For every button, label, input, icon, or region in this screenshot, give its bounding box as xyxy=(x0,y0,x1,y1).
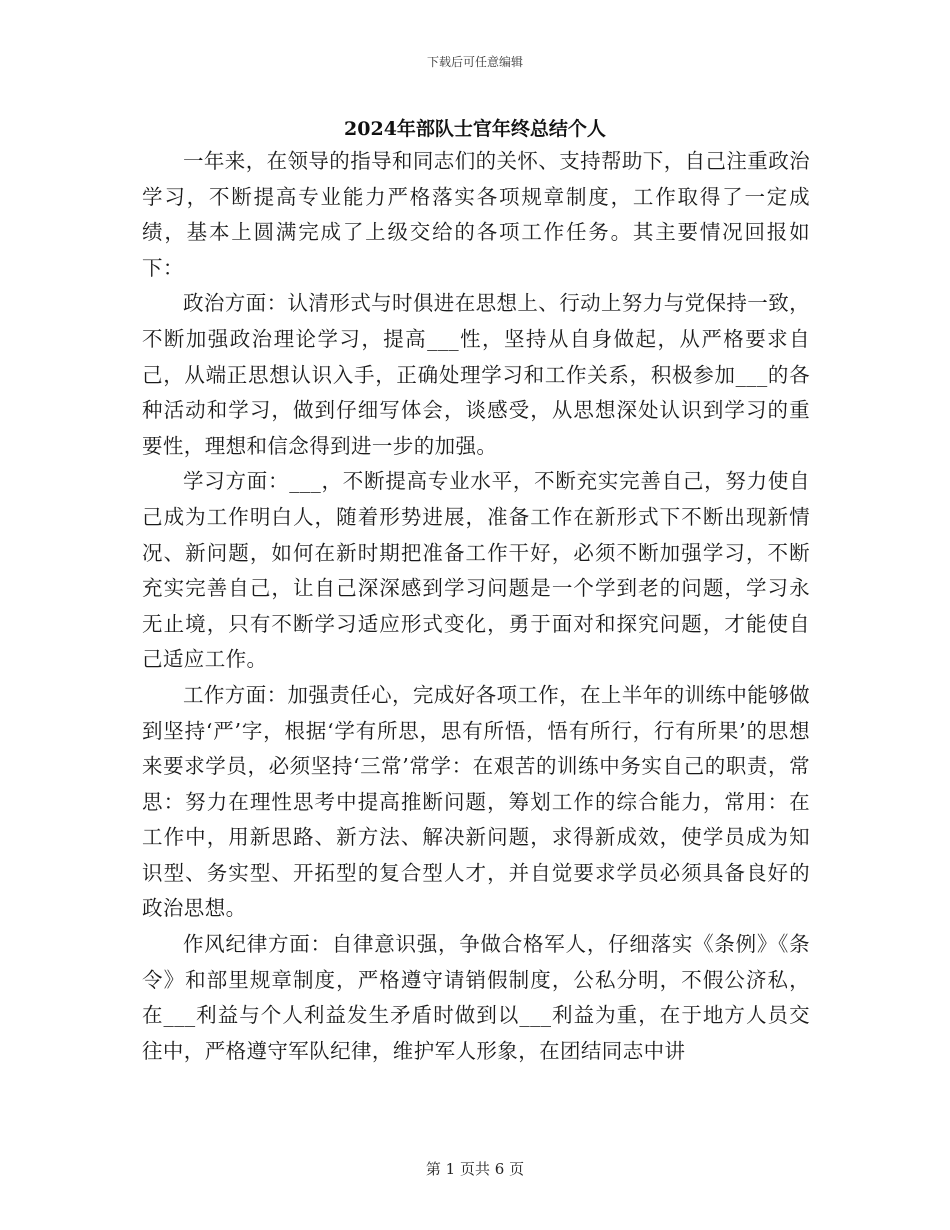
document-body xyxy=(142,144,810,1069)
paragraph-work: 工作方面：加强责任心，完成好各项工作，在上半年的训练中能够做到坚持‘严’字，根据‘学有所思，思有所悟，悟有所行，行有所果’的思想来要求学员，必须坚持‘三常’常学：在艰苦的训练中务实自己的职责，常思：努力在理性思考中提高推断问题，筹划工作的综合能力，常用：在工作中，用新思路、新方法、解决新问题，求得新成效，使学员成为知识型、务实型、开拓型的复合型人才，并自觉要求学员必须具备良好的政治思想。 xyxy=(142,682,810,921)
paragraph-intro: 一年来，在领导的指导和同志们的关怀、支持帮助下，自己注重政治学习，不断提高专业能力严格落实各项规章制度，工作取得了一定成绩，基本上圆满完成了上级交给的各项工作任务。其主要情况回报如下： xyxy=(142,149,810,280)
paragraph-study: 学习方面：___，不断提高专业水平，不断充实完善自己，努力使自己成为工作明白人，随着形势进展，准备工作在新形式下不断出现新情况、新问题，如何在新时期把准备工作干好，必须不断加强学习，不断充实完善自己，让自己深深感到学习问题是一个学到老的问题，学习永无止境，只有不断学习适应形式变化，勇于面对和探究问题，才能使自己适应工作。 xyxy=(142,469,810,672)
document-title: 2024年部队士官年终总结个人 xyxy=(344,118,606,140)
header-note: 下载后可任意编辑 xyxy=(426,55,523,69)
page-footer: 第 1 页共 6 页 xyxy=(425,1160,525,1178)
paragraph-political: 政治方面：认清形式与时俱进在思想上、行动上努力与党保持一致，不断加强政治理论学习，提高___性，坚持从自身做起，从严格要求自己，从端正思想认识入手，正确处理学习和工作关系，积极参加___的各种活动和学习，做到仔细写体会，谈感受，从思想深处认识到学习的重要性，理想和信念得到进一步的加强。 xyxy=(142,291,810,458)
paragraph-discipline: 作风纪律方面：自律意识强，争做合格军人，仔细落实《条例》《条令》和部里规章制度，严格遵守请销假制度，公私分明，不假公济私，在___利益与个人利益发生矛盾时做到以___利益为重，在于地方人员交往中，严格遵守军队纪律，维护军人形象，在团结同志中讲 xyxy=(142,932,810,1063)
